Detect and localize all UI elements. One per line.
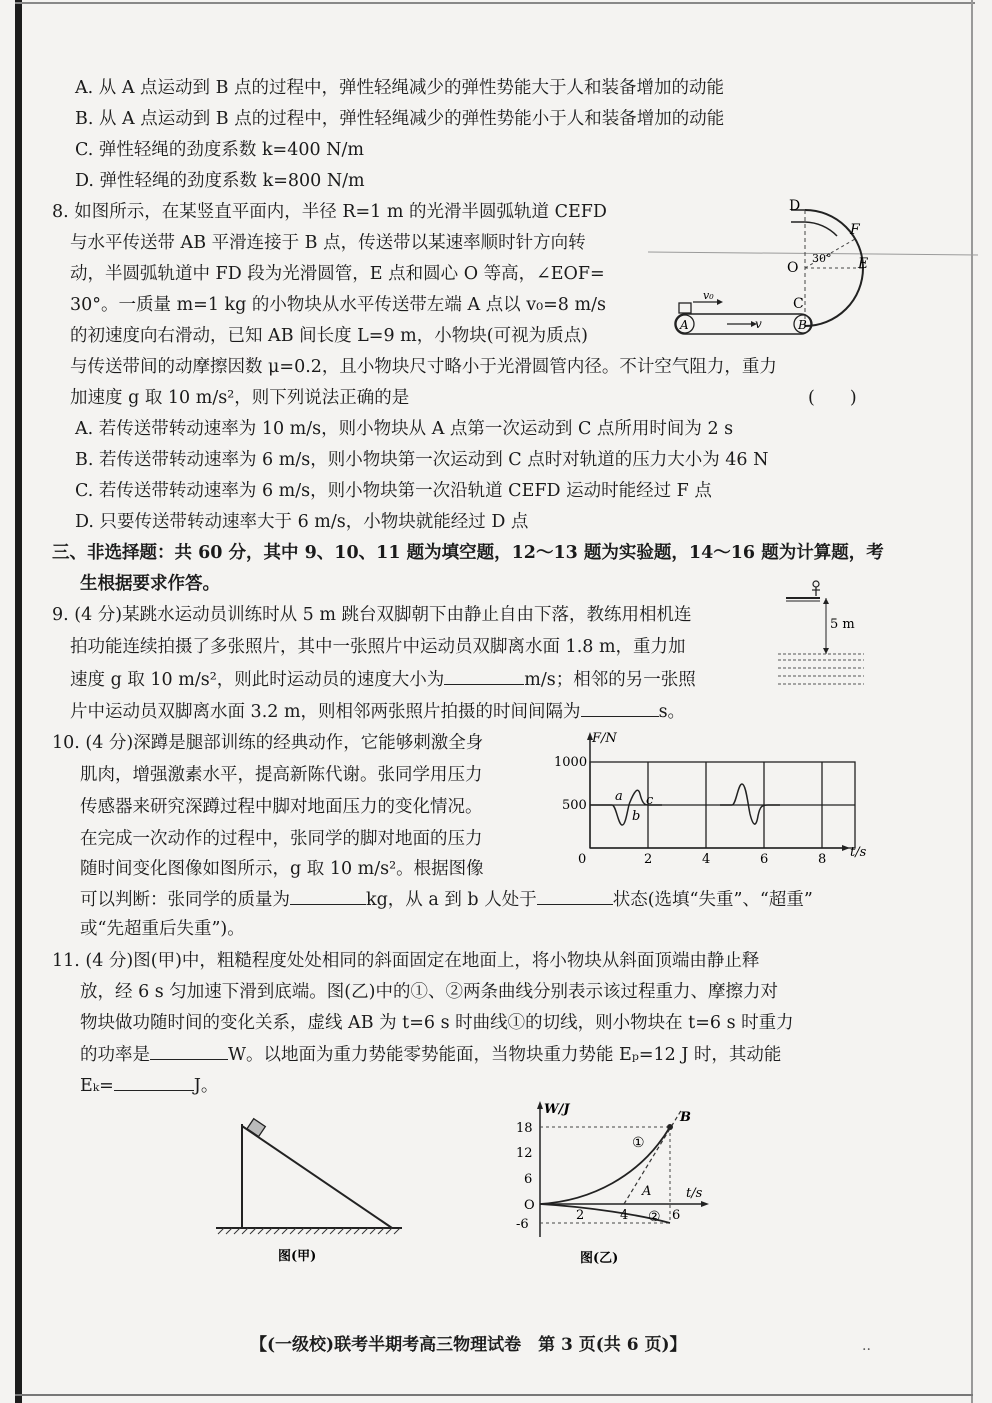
label-height: 5 m (830, 617, 855, 632)
axis-label-x: t/s (850, 845, 867, 860)
q9-text: 片中运动员双脚离水面 3.2 m，则相邻两张照片拍摄的时间间隔为 (70, 702, 581, 722)
q10-blank-2[interactable] (537, 888, 613, 905)
q10-blank-1[interactable] (290, 888, 366, 905)
q11-stem-line (80, 1043, 781, 1066)
corner-mark: .. (862, 1338, 871, 1354)
q8-stem-line: 30°。一质量 m=1 kg 的小物块从水平传送带左端 A 点以 v₀=8 m/s (70, 295, 606, 315)
q10-stem-line: 随时间变化图像如图所示，g 取 10 m/s²。根据图像 (80, 859, 484, 879)
point-label-b: b (632, 809, 641, 824)
q10-stem-line: 在完成一次动作的过程中，张同学的脚对地面的压力 (80, 829, 483, 849)
q9-text: s。 (658, 702, 686, 722)
x-tick: 4 (702, 852, 711, 867)
x-tick: 4 (620, 1208, 629, 1223)
label-v: v (755, 317, 762, 331)
q8-option-c: C. 若传送带转动速率为 6 m/s，则小物块第一次沿轨道 CEFD 运动时能经过 F 点 (75, 481, 712, 501)
q11-blank-2[interactable] (114, 1074, 194, 1091)
q8-option-a: A. 若传送带转动速率为 10 m/s，则小物块从 A 点第一次运动到 C 点所用时间为 2 s (75, 419, 734, 439)
scan-border-bottom (15, 1394, 973, 1396)
x-tick: 8 (818, 852, 827, 867)
y-tick: 18 (516, 1121, 533, 1136)
q7-option-d: D. 弹性轻绳的劲度系数 k=800 N/m (75, 171, 365, 191)
scan-border-left (15, 0, 22, 1403)
q11-stem-line: 放，经 6 s 匀加速下滑到底端。图(乙)中的①、②两条曲线分别表示该过程重力、摩擦力对 (80, 982, 778, 1002)
point-label-c: c (646, 793, 654, 808)
x-tick: 2 (644, 852, 653, 867)
q11-blank-1[interactable] (150, 1043, 228, 1060)
q9-text: 速度 g 取 10 m/s²，则此时运动员的速度大小为 (70, 670, 445, 690)
q10-text: 可以判断：张同学的质量为 (80, 890, 290, 910)
q9-stem-line (70, 668, 696, 691)
scan-border-right (971, 0, 973, 1403)
q11-work-time-graph (510, 1097, 720, 1272)
x-tick: 6 (672, 1208, 681, 1223)
y-tick: 1000 (554, 755, 588, 770)
q8-stem-line: 与水平传送带 AB 平滑连接于 B 点，传送带以某速率顺时针方向转 (70, 233, 586, 253)
q11-stem-line: 物块做功随时间的变化关系，虚线 AB 为 t=6 s 时曲线①的切线，则小物块在 t=6 s 时重力 (80, 1013, 794, 1033)
label-o: O (787, 260, 799, 276)
q10-text: 状态(选填“失重”、“超重” (612, 890, 813, 910)
q8-option-d: D. 只要传送带转动速率大于 6 m/s，小物块就能经过 D 点 (75, 512, 529, 532)
q7-option-b: B. 从 A 点运动到 B 点的过程中，弹性轻绳减少的弹性势能小于人和装备增加的动能 (75, 109, 725, 129)
y-tick: 500 (562, 798, 587, 813)
point-label-b: B (680, 1110, 691, 1125)
q8-stem-line: 与传送带间的动摩擦因数 μ=0.2，且小物块尺寸略小于光滑圆管内径。不计空气阻力，重力 (70, 357, 777, 377)
x-tick: 2 (576, 1208, 585, 1223)
axis-label-x: t/s (686, 1186, 703, 1201)
y-tick: O (524, 1198, 535, 1213)
q10-text: kg，从 a 到 b 人处于 (366, 890, 537, 910)
label-c: C (793, 296, 804, 312)
q7-option-c: C. 弹性轻绳的劲度系数 k=400 N/m (75, 140, 364, 160)
q11-text: W。以地面为重力势能零势能面，当物块重力势能 Eₚ=12 J 时，其动能 (228, 1045, 782, 1065)
q10-stem-line (80, 888, 813, 911)
q7-option-a: A. 从 A 点运动到 B 点的过程中，弹性轻绳减少的弹性势能大于人和装备增加的动能 (75, 78, 725, 98)
q10-stem-line: 或“先超重后失重”)。 (80, 919, 245, 939)
label-d: D (789, 198, 801, 214)
x-tick: 6 (760, 852, 769, 867)
q8-stem-line: 动，半圆弧轨道中 FD 段为光滑圆管，E 点和圆心 O 等高，∠EOF= (70, 264, 605, 284)
q11-text: 的功率是 (80, 1045, 150, 1065)
page-footer: 【(一级校)联考半期考高三物理试卷 第 3 页(共 6 页)】 (250, 1335, 687, 1355)
q10-force-time-graph (550, 728, 880, 868)
q8-answer-paren: ( ) (808, 388, 857, 408)
q11-text: Eₖ= (80, 1076, 114, 1096)
label-f: F (850, 222, 860, 238)
q10-stem-line: 10. (4 分)深蹲是腿部训练的经典动作，它能够刺激全身 (52, 733, 484, 753)
q10-stem-line: 肌肉，增强激素水平，提高新陈代谢。张同学用压力 (80, 765, 483, 785)
q8-track-diagram (665, 198, 875, 340)
q9-blank-2[interactable] (581, 700, 659, 717)
y-tick: 6 (524, 1172, 533, 1187)
section-3-heading: 三、非选择题：共 60 分，其中 9、10、11 题为填空题，12～13 题为实验题，14～16 题为计算题，考 (52, 543, 884, 563)
q11-incline-figure (212, 1112, 412, 1272)
caption-jia: 图(甲) (278, 1249, 317, 1264)
q9-stem-line: 拍功能连续拍摄了多张照片，其中一张照片中运动员双脚离水面 1.8 m，重力加 (70, 637, 686, 657)
curve-label-2: ② (648, 1209, 661, 1225)
label-a: A (680, 318, 689, 332)
y-tick: 12 (516, 1146, 533, 1161)
label-angle: 30° (812, 252, 832, 265)
label-v0: v₀ (703, 289, 714, 302)
axis-label-y: W/J (544, 1102, 570, 1117)
point-label-a: a (615, 789, 623, 804)
q11-stem-line: 11. (4 分)图(甲)中，粗糙程度处处相同的斜面固定在地面上，将小物块从斜面顶端由静止释 (52, 951, 760, 971)
q9-stem-line (70, 700, 685, 723)
q11-stem-line (80, 1074, 218, 1097)
scan-border-top (15, 2, 975, 4)
section-3-heading-cont: 生根据要求作答。 (80, 574, 220, 594)
label-e: E (858, 256, 869, 272)
curve-label-1: ① (632, 1135, 645, 1151)
q10-stem-line: 传感器来研究深蹲过程中脚对地面压力的变化情况。 (80, 797, 483, 817)
q9-diving-diagram (776, 576, 866, 688)
q9-blank-1[interactable] (444, 668, 524, 685)
q8-stem-line: 加速度 g 取 10 m/s²，则下列说法正确的是 (70, 388, 410, 408)
x-tick: 0 (578, 852, 587, 867)
q9-text: m/s；相邻的另一张照 (524, 670, 696, 690)
label-b: B (798, 318, 807, 332)
q9-stem-line: 9. (4 分)某跳水运动员训练时从 5 m 跳台双脚朝下由静止自由下落，教练用相机连 (52, 605, 692, 625)
axis-label-y: F/N (592, 731, 617, 746)
q8-stem-line: 的初速度向右滑动，已知 AB 间长度 L=9 m，小物块(可视为质点) (70, 326, 588, 346)
q8-stem-line: 8. 如图所示，在某竖直平面内，半径 R=1 m 的光滑半圆弧轨道 CEFD (52, 202, 607, 222)
y-tick: -6 (516, 1217, 529, 1232)
point-label-a: A (642, 1184, 652, 1199)
caption-yi: 图(乙) (580, 1251, 619, 1266)
q11-text: J。 (193, 1076, 219, 1096)
q8-option-b: B. 若传送带转动速率为 6 m/s，则小物块第一次运动到 C 点时对轨道的压力大小为 46 N (75, 450, 769, 470)
